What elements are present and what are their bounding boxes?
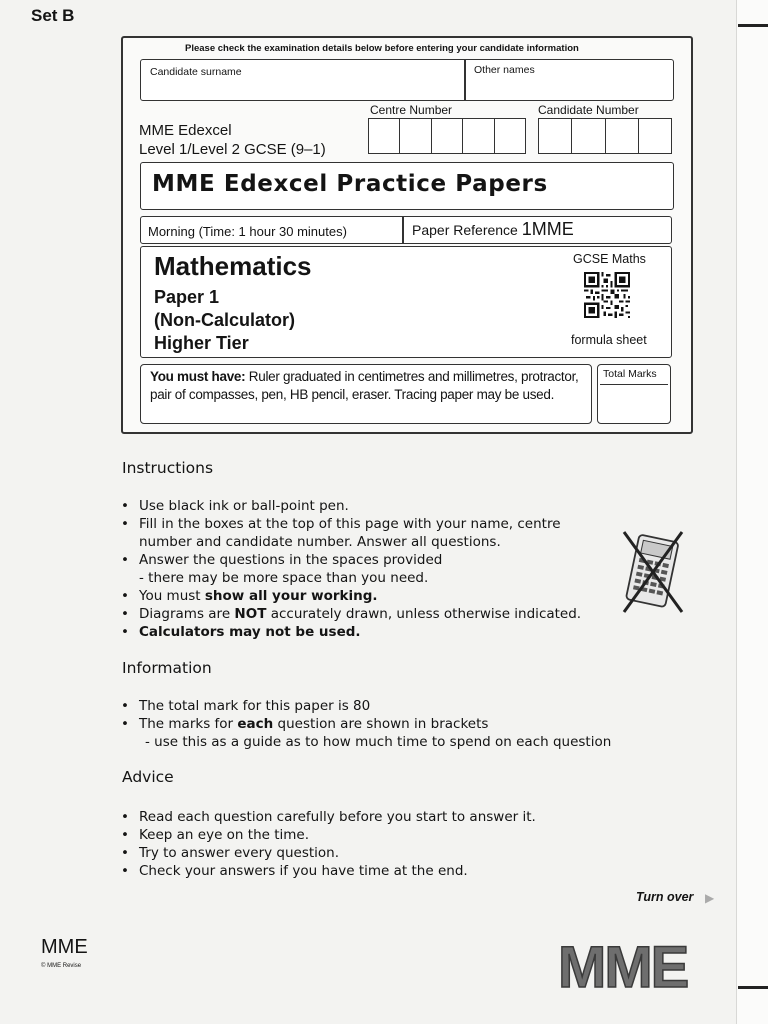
paper-type: (Non-Calculator) [154, 310, 295, 330]
no-calculator-icon [618, 528, 688, 616]
paper-reference [412, 219, 574, 240]
information-list [121, 697, 611, 751]
exam-board [139, 121, 326, 159]
session-divider [402, 217, 404, 243]
candidate-surname-label: Candidate surname [150, 66, 242, 78]
turn-over-arrow-icon: ▶ [705, 891, 715, 905]
list-item: • Calculators may not be used. [121, 624, 361, 640]
turn-over-label: Turn over [636, 890, 694, 904]
candidate-number-label: Candidate Number [538, 103, 639, 117]
check-instructions: Please check the examination details below before entering your candidate information [185, 43, 579, 54]
other-names-label: Other names [474, 64, 535, 76]
must-have-label: You must have: [150, 369, 246, 384]
subject-title: Mathematics [154, 251, 312, 281]
qr-code-icon[interactable] [584, 272, 630, 318]
edge-mark [738, 986, 768, 989]
list-item: • Answer the questions in the spaces provided [121, 552, 443, 568]
paper-reference-label: Paper Reference [412, 222, 518, 238]
paper-title: MME Edexcel Practice Papers [152, 171, 548, 197]
instructions-list [121, 497, 581, 641]
list-item: • Read each question carefully before you start to answer it. [121, 809, 536, 825]
centre-number-label: Centre Number [370, 103, 453, 117]
qualification-level: Level 1/Level 2 GCSE (9–1) [139, 141, 326, 158]
list-item: - use this as a guide as to how much time to spend on each question [145, 734, 612, 750]
name-divider [464, 60, 466, 100]
list-item: • Diagrams are NOT accurately drawn, unless otherwise indicated. [121, 606, 582, 622]
advice-heading: Advice [122, 768, 174, 786]
equipment-text [150, 368, 590, 404]
next-page-edge [736, 0, 768, 1024]
board-name: MME Edexcel [139, 122, 232, 139]
tier: Higher Tier [154, 333, 249, 353]
information-heading: Information [122, 659, 212, 677]
list-item: • The marks for each question are shown in brackets [121, 716, 489, 732]
list-item: • Use black ink or ball-point pen. [121, 498, 349, 514]
mme-logo: MME [558, 935, 688, 1000]
list-item: • Try to answer every question. [121, 845, 340, 861]
paper-number: Paper 1 [154, 287, 220, 307]
set-label: Set B [31, 6, 75, 25]
candidate-number-field[interactable] [538, 118, 672, 154]
total-marks-field[interactable] [600, 384, 668, 420]
gcse-maths-label: GCSE Maths [573, 252, 646, 266]
list-item: • You must show all your working. [121, 588, 378, 604]
instructions-heading: Instructions [122, 459, 214, 477]
centre-number-field[interactable] [368, 118, 526, 154]
edge-mark [738, 24, 768, 27]
must-have-items: Ruler graduated in centimetres and millimetres, protractor, pair of compasses, pen, HB pencil, eraser. Tracing paper may be used. [150, 369, 579, 402]
formula-sheet-label: formula sheet [571, 333, 647, 347]
candidate-surname-field[interactable] [142, 64, 462, 98]
total-marks-label: Total Marks [603, 368, 657, 380]
brand-mark: MME [41, 936, 88, 958]
list-item: • Keep an eye on the time. [121, 827, 310, 843]
list-item: - there may be more space than you need. [139, 570, 429, 586]
advice-list [121, 808, 536, 880]
other-names-field[interactable] [468, 78, 672, 98]
list-item: • Fill in the boxes at the top of this page with your name, centre [121, 516, 561, 532]
session-time: Morning (Time: 1 hour 30 minutes) [148, 224, 347, 239]
paper-reference-code: 1MME [521, 219, 574, 239]
list-item: • The total mark for this paper is 80 [121, 698, 371, 714]
list-item: • Check your answers if you have time at the end. [121, 863, 468, 879]
list-item: number and candidate number. Answer all questions. [139, 534, 501, 550]
copyright-text: © MME Revise [41, 963, 82, 969]
